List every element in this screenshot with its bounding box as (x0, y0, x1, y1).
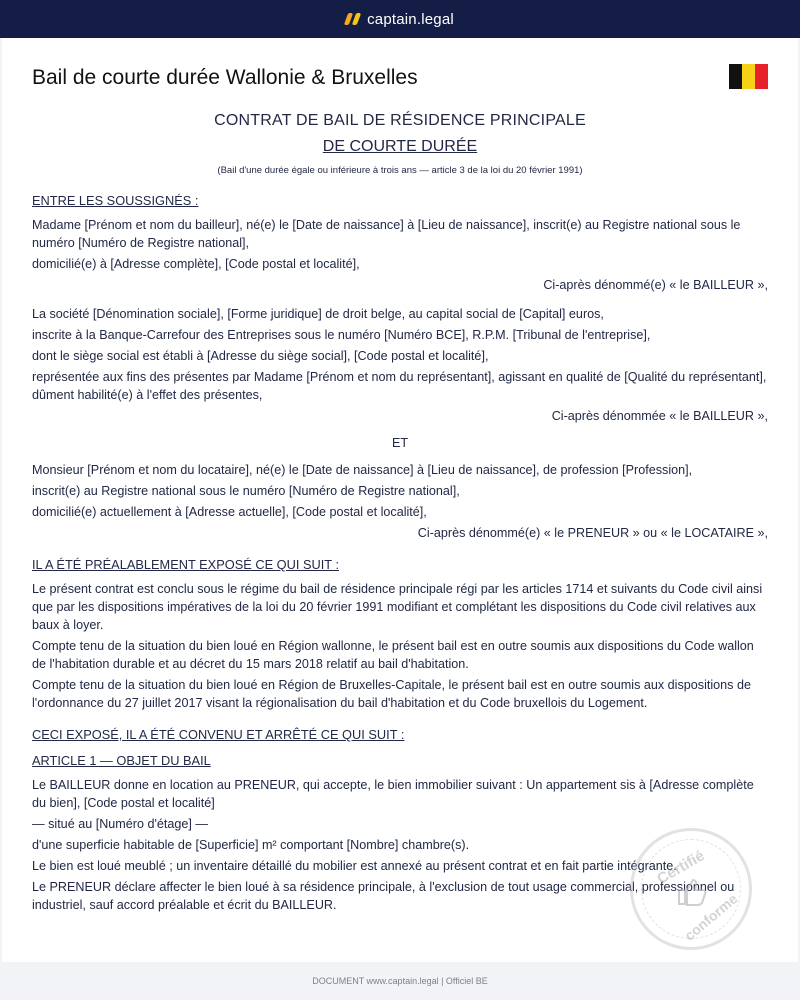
footer-text: DOCUMENT www.captain.legal | Officiel BE (312, 976, 488, 986)
contract-subheading: DE COURTE DURÉE (322, 138, 478, 155)
article1-paragraph: d'une superficie habitable de [Superficie] m² comportant [Nombre] chambre(s). (32, 838, 470, 852)
article1-title: ARTICLE 1 — OBJET DU BAIL (32, 753, 211, 768)
footer (0, 962, 800, 1000)
party2-line: La société [Dénomination sociale], [Forme juridique] de droit belge, au capital social de [Capital] euros, (32, 307, 604, 321)
expose-paragraph: Compte tenu de la situation du bien loué en Région de Bruxelles-Capitale, le présent bail est en outre soumis aux dispositions de l'ordonnance du 27 juillet 2017 visant la régionalisation du bail d'habitation et du Code bruxellois du Logement. (32, 678, 751, 710)
and-separator: ET (391, 436, 409, 450)
belgium-flag-icon (729, 64, 768, 89)
party3-line: Monsieur [Prénom et nom du locataire], né(e) le [Date de naissance] à [Lieu de naissance], de profession [Profession], (32, 463, 693, 477)
party1-line: domicilié(e) à [Adresse complète], [Code postal et localité], (32, 257, 360, 271)
expose-paragraph: Le présent contrat est conclu sous le régime du bail de résidence principale régi par les articles 1714 et suivants du Code civil ainsi que par les dispositions impératives de la loi du 20 février 1991 modifiant et complétant les dispositions du Code civil relatives aux baux à loyer. (32, 582, 763, 632)
party1-designation: Ci-après dénommé(e) « le BAILLEUR », (543, 278, 768, 292)
party3-designation: Ci-après dénommé(e) « le PRENEUR » ou « le LOCATAIRE », (417, 526, 768, 540)
document-page (2, 38, 798, 962)
section-expose-title: IL A ÉTÉ PRÉALABLEMENT EXPOSÉ CE QUI SUIT : (32, 557, 339, 572)
party2-line: inscrite à la Banque-Carrefour des Entreprises sous le numéro [Numéro BCE], R.P.M. [Tribunal de l'entreprise], (32, 328, 651, 342)
section-parties-title: ENTRE LES SOUSSIGNÉS : (32, 193, 199, 208)
document-title: Bail de courte durée Wallonie & Bruxelles (32, 66, 418, 89)
contract-heading: CONTRAT DE BAIL DE RÉSIDENCE PRINCIPALE (214, 112, 586, 129)
article1-paragraph: — situé au [Numéro d'étage] — (32, 817, 209, 831)
contract-subtitle: (Bail d'une durée égale ou inférieure à trois ans — article 3 de la loi du 20 février 1991) (217, 165, 583, 176)
section-convenu-title: CECI EXPOSÉ, IL A ÉTÉ CONVENU ET ARRÊTÉ CE QUI SUIT : (32, 727, 405, 742)
article1-paragraph: Le BAILLEUR donne en location au PRENEUR, qui accepte, le bien immobilier suivant : Un appartement sis à [Adresse complète du bien], [Code postal et localité] (32, 778, 754, 810)
stamp-text: conforme (681, 890, 741, 944)
party3-line: inscrit(e) au Registre national sous le numéro [Numéro de Registre national], (32, 484, 460, 498)
captain-logo-icon (344, 13, 361, 25)
top-bar (0, 0, 800, 38)
expose-paragraph: Compte tenu de la situation du bien loué en Région wallonne, le présent bail est en outre soumis aux dispositions du Code wallon de l'habitation durable et au décret du 15 mars 2018 relatif au bail d'habitation. (32, 639, 754, 671)
article1-paragraph: Le bien est loué meublé ; un inventaire détaillé du mobilier est annexé au présent contrat et en fait partie intégrante. (32, 859, 677, 873)
document-body (32, 110, 768, 917)
party2-line: dont le siège social est établi à [Adresse du siège social], [Code postal et localité], (32, 349, 489, 363)
party1-line: Madame [Prénom et nom du bailleur], né(e) le [Date de naissance] à [Lieu de naissance], inscrit(e) au Registre national sous le numéro [Numéro de Registre national], (32, 218, 741, 250)
stamp-text: Certifié (654, 847, 708, 888)
party3-line: domicilié(e) actuellement à [Adresse actuelle], [Code postal et localité], (32, 505, 427, 519)
article1-paragraph: Le PRENEUR déclare affecter le bien loué à sa résidence principale, à l'exclusion de tout usage commercial, professionnel ou industriel, sauf accord préalable et écrit du BAILLEUR. (32, 880, 735, 912)
party2-line: représentée aux fins des présentes par Madame [Prénom et nom du représentant], agissant en qualité de [Qualité du représentant], dûment habilité(e) à l'effet des présentes, (32, 370, 767, 402)
brand-name[interactable]: captain.legal (367, 10, 454, 28)
party2-designation: Ci-après dénommée « le BAILLEUR », (551, 409, 768, 423)
